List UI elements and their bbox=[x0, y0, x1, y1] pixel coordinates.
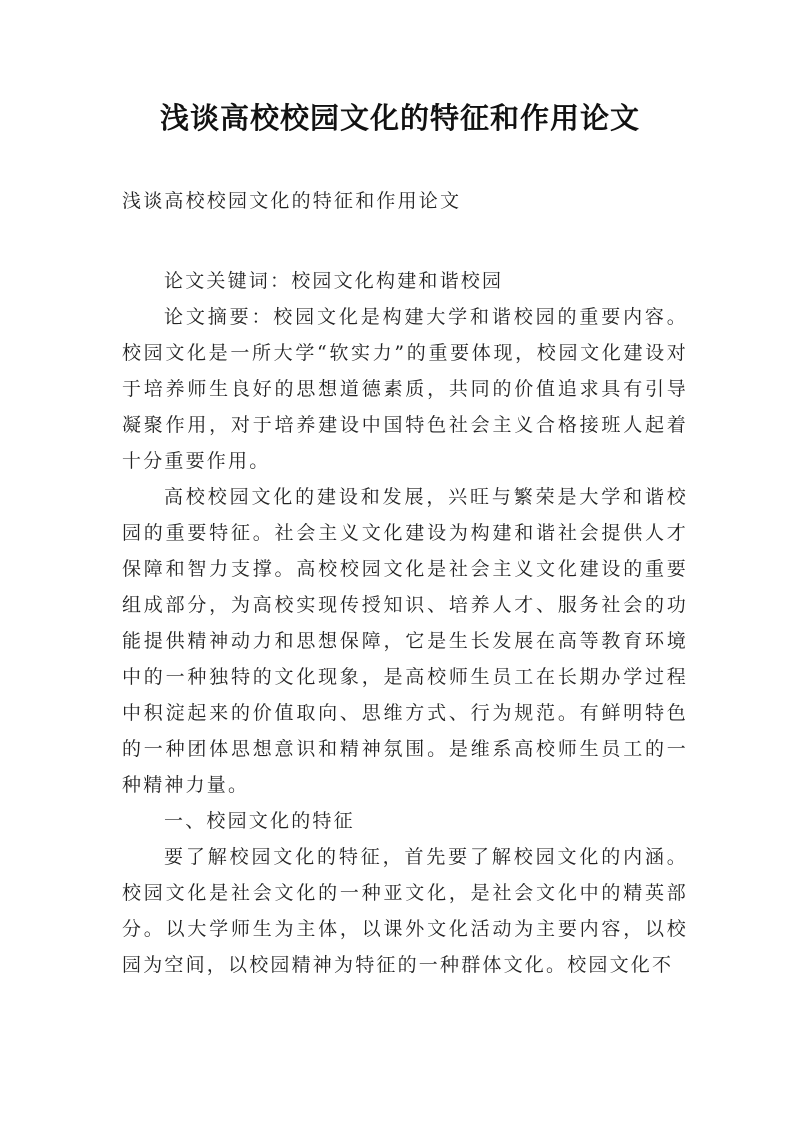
document-subtitle: 浅谈高校校园文化的特征和作用论文 bbox=[122, 190, 462, 212]
document-title: 浅谈高校校园文化的特征和作用论文 bbox=[159, 101, 640, 135]
body-paragraph: 高校校园文化的建设和发展，兴旺与繁荣是大学和谐校园的重要特征。社会主义文化建设为构建和谐社会提供人才保障和智力支撑。高校校园文化是社会主义文化建设的重要组成部分，为高校实现传授知识、培养人才、服务社会的功能提供精神动力和思想保障，它是生长发展在高等教育环境中的一种独特的文化现象，是高校师生员工在长期办学过程中积淀起来的价值取向、思维方式、行为规范。有鲜明特色的一种团体思想意识和精神氛围。是维系高校师生员工的一种精神力量。 bbox=[122, 486, 688, 796]
keywords-paragraph: 论文关键词：校园文化构建和谐校园 bbox=[164, 270, 504, 292]
body-paragraph: 要了解校园文化的特征，首先要了解校园文化的内涵。校园文化是社会文化的一种亚文化，是社会文化中的精英部分。以大学师生为主体，以课外文化活动为主要内容，以校园为空间，以校园精神为特征的一种群体文化。校园文化不 bbox=[122, 846, 688, 976]
abstract-paragraph: 论文摘要：校园文化是构建大学和谐校园的重要内容。校园文化是一所大学“软实力”的重要体现，校园文化建设对于培养师生良好的思想道德素质，共同的价值追求具有引导凝聚作用，对于培养建设中国特色社会主义合格接班人起着十分重要作用。 bbox=[122, 306, 688, 472]
section-heading: 一、校园文化的特征 bbox=[164, 810, 355, 832]
document-body bbox=[122, 183, 688, 983]
